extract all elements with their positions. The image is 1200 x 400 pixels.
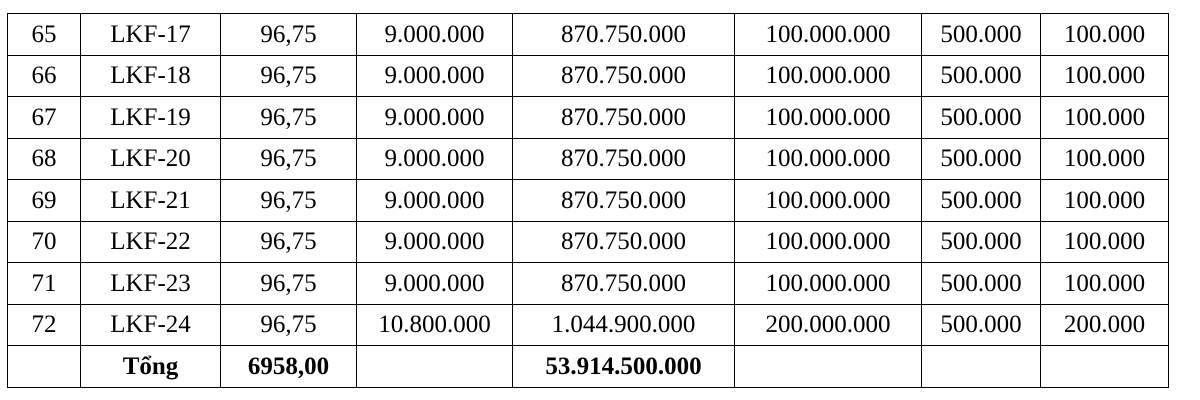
table-cell: LKF-18	[81, 55, 221, 97]
table-row	[8, 304, 1169, 346]
total-empty-cell	[922, 346, 1041, 388]
table-cell: 96,75	[221, 138, 357, 180]
table-row	[8, 263, 1169, 305]
table-cell: LKF-24	[81, 304, 221, 346]
table-cell: 870.750.000	[513, 263, 735, 305]
table-cell: 500.000	[922, 14, 1041, 56]
table-cell: 9.000.000	[357, 180, 513, 222]
table-cell: 100.000.000	[735, 55, 922, 97]
table-row	[8, 221, 1169, 263]
table-cell: 500.000	[922, 263, 1041, 305]
table-cell: 71	[8, 263, 81, 305]
table-cell: 500.000	[922, 55, 1041, 97]
table-row	[8, 97, 1169, 139]
data-table	[7, 13, 1169, 388]
table-cell: 870.750.000	[513, 180, 735, 222]
table-cell: 70	[8, 221, 81, 263]
table-cell: 96,75	[221, 55, 357, 97]
table-cell: 100.000.000	[735, 14, 922, 56]
table-cell: 69	[8, 180, 81, 222]
table-cell: 100.000.000	[735, 180, 922, 222]
table-cell: 870.750.000	[513, 55, 735, 97]
total-area: 6958,00	[221, 346, 357, 388]
table-body	[8, 14, 1169, 346]
table-cell: LKF-20	[81, 138, 221, 180]
total-amount: 53.914.500.000	[513, 346, 735, 388]
table-cell: 500.000	[922, 97, 1041, 139]
table-cell: 9.000.000	[357, 55, 513, 97]
table-cell: 870.750.000	[513, 14, 735, 56]
table-cell: 100.000	[1041, 263, 1169, 305]
total-index-cell	[8, 346, 81, 388]
table-cell: 200.000	[1041, 304, 1169, 346]
table-row	[8, 180, 1169, 222]
table-cell: 65	[8, 14, 81, 56]
table-cell: 96,75	[221, 221, 357, 263]
table-cell: 100.000	[1041, 138, 1169, 180]
table-row	[8, 14, 1169, 56]
table-cell: 100.000	[1041, 180, 1169, 222]
table-cell: LKF-17	[81, 14, 221, 56]
table-cell: 96,75	[221, 304, 357, 346]
table-cell: 100.000.000	[735, 263, 922, 305]
table-cell: 9.000.000	[357, 138, 513, 180]
table-cell: 100.000	[1041, 55, 1169, 97]
table-cell: 100.000	[1041, 14, 1169, 56]
table-cell: 96,75	[221, 97, 357, 139]
table-cell: 100.000.000	[735, 97, 922, 139]
table-cell: 500.000	[922, 138, 1041, 180]
table-cell: 96,75	[221, 180, 357, 222]
total-row	[8, 346, 1169, 388]
table-cell: 100.000.000	[735, 221, 922, 263]
table-cell: 500.000	[922, 304, 1041, 346]
table-cell: 96,75	[221, 14, 357, 56]
table-cell: LKF-23	[81, 263, 221, 305]
table-cell: 500.000	[922, 180, 1041, 222]
table-cell: 67	[8, 97, 81, 139]
table-cell: LKF-21	[81, 180, 221, 222]
table-cell: 100.000	[1041, 221, 1169, 263]
table-cell: 96,75	[221, 263, 357, 305]
table-cell: 100.000.000	[735, 138, 922, 180]
table-row	[8, 138, 1169, 180]
table-cell: LKF-19	[81, 97, 221, 139]
total-label: Tổng	[81, 346, 221, 388]
table-cell: 870.750.000	[513, 138, 735, 180]
table-cell: 870.750.000	[513, 221, 735, 263]
total-empty-cell	[735, 346, 922, 388]
table-cell: LKF-22	[81, 221, 221, 263]
table-cell: 1.044.900.000	[513, 304, 735, 346]
table-cell: 100.000	[1041, 97, 1169, 139]
total-empty-cell	[1041, 346, 1169, 388]
table-cell: 9.000.000	[357, 263, 513, 305]
table-cell: 68	[8, 138, 81, 180]
table-cell: 66	[8, 55, 81, 97]
table-cell: 870.750.000	[513, 97, 735, 139]
table-cell: 10.800.000	[357, 304, 513, 346]
total-empty-cell	[357, 346, 513, 388]
table-cell: 9.000.000	[357, 97, 513, 139]
table-row	[8, 55, 1169, 97]
table-cell: 500.000	[922, 221, 1041, 263]
table-cell: 9.000.000	[357, 221, 513, 263]
table-cell: 72	[8, 304, 81, 346]
table-cell: 200.000.000	[735, 304, 922, 346]
table-cell: 9.000.000	[357, 14, 513, 56]
